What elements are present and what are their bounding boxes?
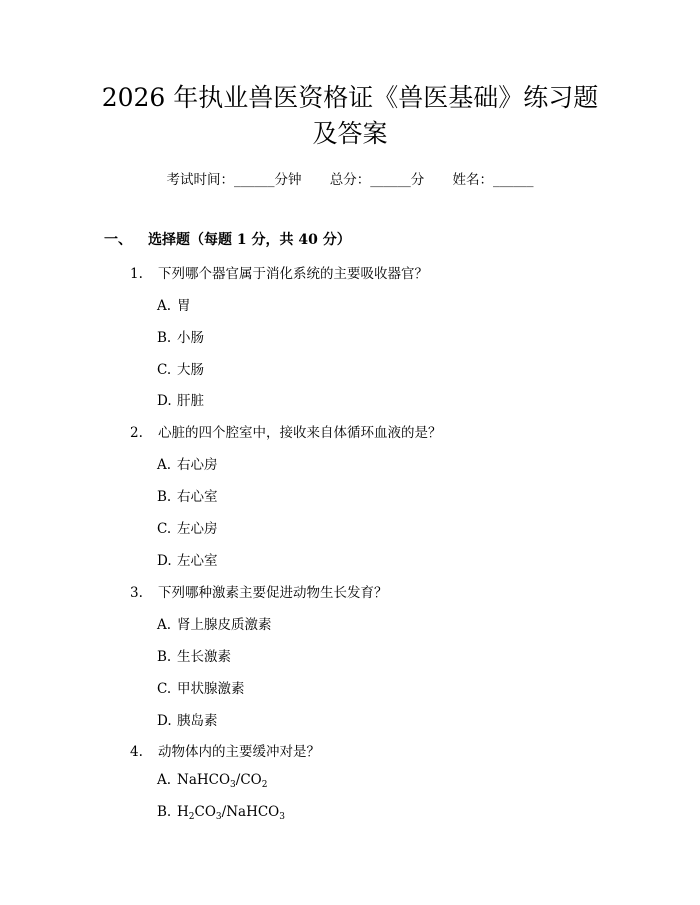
option-letter: A. <box>157 457 172 473</box>
exam-time-field: 考试时间：______分钟 <box>166 172 302 188</box>
question-text: 下列哪个器官属于消化系统的主要吸收器官？ <box>158 266 428 282</box>
option-3c <box>157 677 245 697</box>
option-text: 胃 <box>177 298 191 314</box>
option-letter: A. <box>157 298 172 314</box>
option-letter: C. <box>157 521 172 537</box>
total-score-field: 总分：______分 <box>329 172 425 188</box>
name-field: 姓名：______ <box>452 172 534 188</box>
option-text: 大肠 <box>177 362 204 378</box>
question-number: 2. <box>130 425 143 441</box>
option-3a <box>157 613 272 633</box>
option-letter: B. <box>157 330 172 346</box>
title-line-2: 及答案 <box>312 119 388 148</box>
option-text: 小肠 <box>177 330 204 346</box>
section-number: 一、 <box>104 232 132 248</box>
option-text: 肝脏 <box>177 393 204 409</box>
option-letter: C. <box>157 681 172 697</box>
option-3b <box>157 645 231 665</box>
question-text: 下列哪种激素主要促进动物生长发育？ <box>158 585 388 601</box>
option-letter: B. <box>157 649 172 665</box>
option-text: $NaHCO_3/CO_2$ <box>177 772 268 790</box>
option-1c <box>157 358 204 378</box>
option-1b <box>157 326 204 346</box>
option-letter: A. <box>157 772 172 788</box>
option-text: 右心室 <box>177 489 218 505</box>
question-text: 心脏的四个腔室中，接收来自体循环血液的是？ <box>158 425 442 441</box>
option-4b <box>157 804 285 822</box>
question-number: 4. <box>130 744 143 760</box>
option-text: $H_2CO_3/NaHCO_3$ <box>177 804 285 822</box>
option-2d <box>157 549 218 569</box>
option-text: 右心房 <box>177 457 218 473</box>
option-1a <box>157 294 191 314</box>
option-2b <box>157 485 218 505</box>
section-heading <box>104 229 351 249</box>
option-letter: B. <box>157 489 172 505</box>
option-text: 甲状腺激素 <box>177 681 245 697</box>
option-letter: A. <box>157 617 172 633</box>
question-number: 1. <box>130 266 143 282</box>
option-text: 左心室 <box>177 553 218 569</box>
exam-meta <box>0 168 700 188</box>
option-text: 生长激素 <box>177 649 231 665</box>
option-1d <box>157 389 204 409</box>
option-letter: D. <box>157 393 172 409</box>
option-text: 胰岛素 <box>177 713 218 729</box>
question-number: 3. <box>130 585 143 601</box>
option-letter: B. <box>157 804 172 820</box>
option-letter: C. <box>157 362 172 378</box>
option-text: 左心房 <box>177 521 218 537</box>
section-label: 选择题（每题 1 分，共 40 分） <box>148 232 351 248</box>
option-text: 肾上腺皮质激素 <box>177 617 272 633</box>
option-2a <box>157 453 218 473</box>
question-4 <box>130 740 320 760</box>
question-text: 动物体内的主要缓冲对是？ <box>158 744 320 760</box>
document-title <box>0 80 700 152</box>
option-3d <box>157 709 218 729</box>
question-1 <box>130 262 428 282</box>
option-2c <box>157 517 218 537</box>
option-4a <box>157 772 267 790</box>
option-letter: D. <box>157 713 172 729</box>
option-letter: D. <box>157 553 172 569</box>
title-line-1: 2026 年执业兽医资格证《兽医基础》练习题 <box>101 83 599 112</box>
question-3 <box>130 581 388 601</box>
question-2 <box>130 421 442 441</box>
